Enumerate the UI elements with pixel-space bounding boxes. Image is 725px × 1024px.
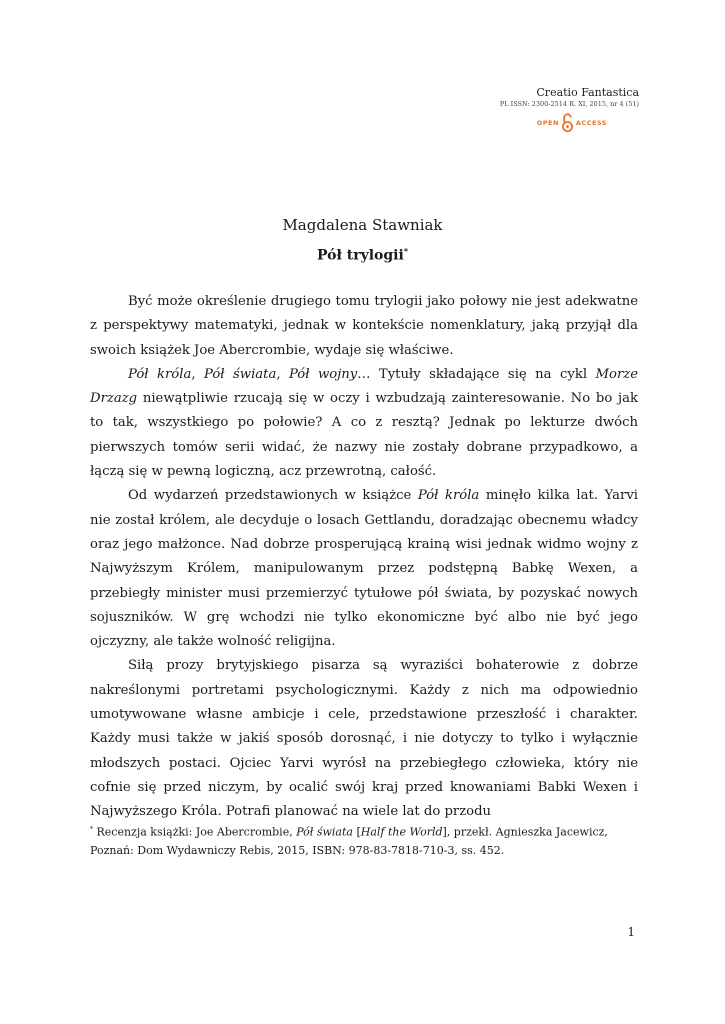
text-run: … Tytuły składające się na cykl (357, 366, 596, 382)
footnote (90, 821, 638, 861)
italic-title: Half the World (360, 825, 443, 839)
article-author: Magdalena Stawniak (282, 216, 443, 234)
journal-issn: PL ISSN: 2300-2514 R. XI, 2015, nr 4 (51) (499, 100, 639, 108)
title-text: Pół trylogii (317, 247, 404, 264)
title-footnote-mark: * (403, 246, 408, 256)
italic-title: Pół wojny (288, 366, 358, 382)
text-run: niewątpliwie rzucają się w oczy i wzbudzają zainteresowanie. No bo jak to tak, wszystkiego po połowie? A co z resztą? Jednak po lekturze dwóch pierwszych tomów serii widać, że nazwy nie zostały dobrane przypadkowo, a łączą się w pewną logiczną, acz przewrotną, całość. (90, 391, 638, 480)
italic-title: Pół świata (204, 366, 277, 382)
open-access-lock-icon (562, 113, 573, 133)
text-run: Od wydarzeń przedstawionych w książce (128, 488, 418, 504)
open-label: OPEN (536, 119, 559, 127)
text-run: minęło kilka lat. Yarvi nie został królem, ale decyduje o losach Gettlandu, doradzając obecnemu władcy oraz jego małżonce. Nad dobrze prosperującą krainą wisi jednak widmo wojny z Najwyższym Królem, manipulowanym przez podstępną Babkę Wexen, a przebiegły minister musi przemierzyć tytułowe pół świata, by pozyskać nowych sojuszników. W grę wchodzi nie tylko ekonomiczne być albo nie być jego ojczyzny, ale także wolność religijna. (90, 488, 639, 650)
italic-title: Pół króla (417, 488, 480, 504)
article-body (90, 290, 638, 825)
footnote-mark: * (90, 826, 93, 833)
paragraph-1: Być może określenie drugiego tomu trylogii jako połowy nie jest adekwatne z perspektywy matematyki, jednak w kontekście nomenklatury, jaką przyjął dla swoich książek Joe Abercrombie, wydaje się właściwe. (90, 294, 638, 358)
open-access-badge (537, 113, 607, 133)
journal-header (500, 86, 639, 108)
paragraph-3 (90, 484, 638, 654)
text-run: [ (352, 825, 361, 839)
italic-title: Pół króla (128, 366, 192, 382)
italic-title: Morze Drzazg (90, 366, 638, 407)
access-label: ACCESS (575, 119, 607, 127)
paragraph-4: Siłą prozy brytyjskiego pisarza są wyraziści bohaterowie z dobrze nakreślonymi portretami psychologicznymi. Każdy z nich ma odpowiednio umotywowane własne ambicje i cele, przedstawione przeszłość i charakter. Każdy musi także w jakiś sposób dorosnąć, i nie dotyczy to tylko i wyłącznie młodszych postaci. Ojciec Yarvi wyrósł na przebiegłego człowieka, który nie cofnie się przed niczym, by ocalić swój kraj przed knowaniami Babki Wexen i Najwyższego Króla. Potrafi planować na wiele lat do przodu (90, 658, 638, 820)
text-run: ], przekł. Agnieszka Jacewicz, Poznań: Dom Wydawniczy Rebis, 2015, ISBN: 978-83-7818-710-3, ss. 452. (90, 825, 608, 858)
page-number: 1 (627, 925, 635, 939)
text-run: Recenzja książki: Joe Abercrombie, (93, 825, 297, 839)
paragraph-2 (90, 363, 638, 484)
text-run: , (191, 366, 204, 382)
article-title (0, 246, 725, 264)
journal-name: Creatio Fantastica (536, 86, 639, 99)
italic-title: Pół świata (296, 825, 353, 839)
text-run: , (276, 366, 289, 382)
